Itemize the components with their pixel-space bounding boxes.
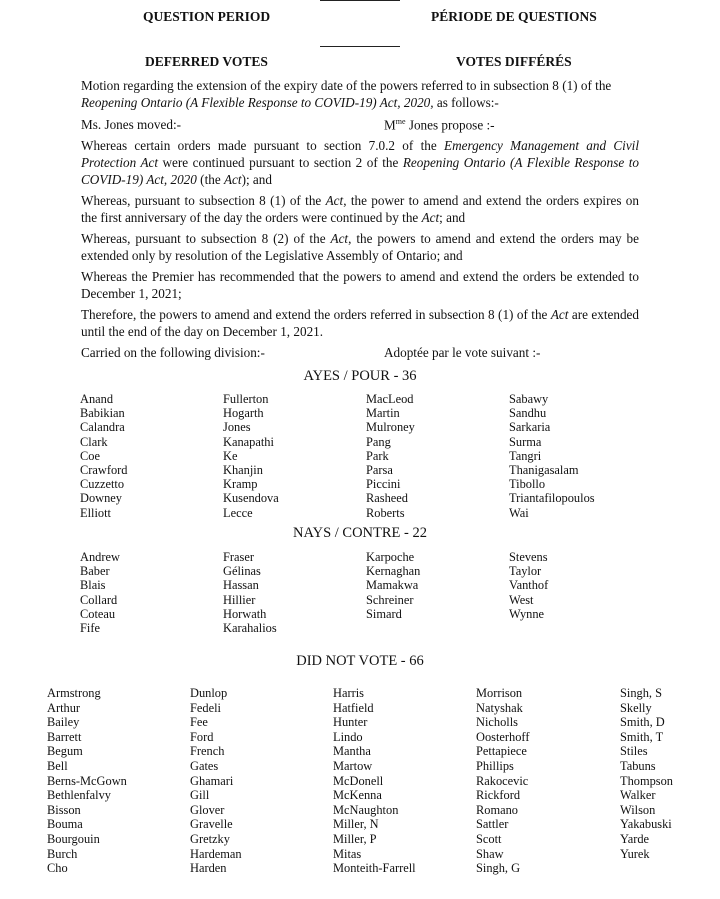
member-name: Bisson (47, 802, 81, 817)
member-name: Surma (509, 434, 542, 449)
member-name: Kusendova (223, 491, 279, 506)
member-name: Kernaghan (366, 564, 421, 579)
member-name: Hogarth (223, 406, 264, 421)
nays-column-4 (509, 550, 548, 621)
moved-by-fr (384, 117, 495, 133)
ayes-column-4 (509, 392, 595, 520)
member-name: Elliott (80, 505, 111, 520)
member-name: Stiles (620, 744, 648, 759)
member-name: Blais (80, 578, 106, 593)
p3-act: Act (330, 231, 349, 246)
member-name: Nicholls (476, 715, 518, 730)
member-name: Gélinas (223, 564, 261, 579)
member-name: Ghamari (190, 773, 234, 788)
member-name: Hardeman (190, 846, 242, 861)
p3-text: Whereas, pursuant to subsection 8 (2) of the (81, 231, 331, 246)
p2-text: Whereas, pursuant to subsection 8 (1) of the (81, 193, 326, 208)
p5-text: Therefore, the powers to amend and extend the orders referred in subsection 8 (1) of the (81, 307, 551, 322)
member-name: Mamakwa (366, 578, 419, 593)
carried-fr: Adoptée par le vote suivant :- (384, 345, 541, 360)
nays-column-2 (223, 550, 277, 635)
member-name: Bethlenfalvy (47, 788, 111, 803)
member-name: Baber (80, 564, 110, 579)
member-name: Stevens (509, 550, 548, 564)
motion-intro-suffix: as follows:- (433, 95, 499, 110)
section-divider (320, 46, 400, 47)
member-name: Coteau (80, 606, 116, 621)
member-name: Park (366, 448, 389, 463)
member-name: Sattler (476, 817, 509, 832)
member-name: Fullerton (223, 392, 269, 406)
member-name: Gill (190, 788, 210, 803)
p1-act-name: Emergency Management and Civil Protection Act (81, 138, 640, 170)
member-name: Rickford (476, 788, 521, 803)
member-name: Pang (366, 434, 391, 449)
member-name: Morrison (476, 686, 523, 700)
member-name: Andrew (80, 550, 120, 564)
member-name: Yarde (620, 831, 650, 846)
member-name: Singh, S (620, 686, 663, 700)
member-name: Skelly (620, 700, 652, 715)
member-name: Piccini (366, 477, 401, 492)
nays-title: NAYS / CONTRE - 22 (292, 525, 427, 541)
member-name: Thompson (620, 773, 674, 788)
member-name: Harris (333, 686, 364, 700)
member-name: Bouma (47, 817, 83, 832)
p5-act: Act (550, 307, 569, 322)
member-name: Rasheed (366, 491, 408, 506)
member-name: Hillier (223, 592, 256, 607)
member-name: Cho (47, 861, 68, 876)
member-name: Gates (190, 758, 219, 773)
member-name: Sandhu (509, 406, 547, 421)
motion-intro-text: Motion regarding the extension of the expiry date of the powers referred to in subsection 8 (1) of the (81, 78, 612, 93)
member-name: Monteith-Farrell (333, 861, 416, 876)
member-name: Khanjin (223, 463, 263, 478)
did-not-vote-column-5 (620, 686, 673, 861)
member-name: Wilson (620, 802, 656, 817)
member-name: Martow (333, 758, 373, 773)
act-title: Reopening Ontario (A Flexible Response to COVID-19) Act, 2020, (81, 95, 434, 110)
member-name: Downey (80, 491, 122, 506)
member-name: Kanapathi (223, 434, 274, 449)
did-not-vote-column-1 (47, 686, 127, 876)
heading-deferred-votes-fr: VOTES DIFFÉRÉS (456, 54, 572, 69)
ayes-column-2 (223, 392, 279, 520)
member-name: Miller, N (333, 817, 379, 832)
did-not-vote-title: DID NOT VOTE - 66 (296, 653, 424, 669)
whereas-paragraph-3 (81, 230, 639, 264)
p1-text: (the (196, 172, 224, 187)
member-name: Martin (366, 406, 400, 421)
p2-act: Act (421, 210, 440, 225)
whereas-paragraph-1 (81, 137, 639, 188)
top-divider (320, 0, 400, 1)
member-name: Lecce (223, 505, 253, 520)
p2-text: , the power to amend and extend the orders expires on the first anniversary of the day the orders were continued by the (81, 193, 639, 225)
member-name: Cuzzetto (80, 477, 125, 492)
heading-question-period-fr: PÉRIODE DE QUESTIONS (431, 9, 597, 24)
member-name: Arthur (47, 700, 81, 715)
p3-text: , the powers to amend and extend the orders may be extended only by resolution of the Legislative Assembly of Ontario; and (81, 231, 639, 263)
member-name: Triantafilopoulos (509, 491, 595, 506)
member-name: MacLeod (366, 392, 414, 406)
member-name: Dunlop (190, 686, 228, 700)
member-name: Harden (190, 861, 227, 876)
member-name: Tabuns (620, 758, 656, 773)
member-name: Bourgouin (47, 831, 100, 846)
member-name: Hatfield (333, 700, 374, 715)
member-name: Coe (80, 448, 100, 463)
motion-intro (81, 77, 639, 111)
whereas-paragraph-4: Whereas the Premier has recommended that the powers to amend and extend the orders be extended to December 1, 2021; (81, 269, 639, 301)
member-name: Gravelle (190, 817, 233, 832)
member-name: Tibollo (509, 477, 546, 492)
did-not-vote-column-2 (190, 686, 242, 876)
member-name: Horwath (223, 606, 267, 621)
member-name: Berns-McGown (47, 773, 127, 788)
member-name: Rakocevic (476, 773, 529, 788)
member-name: Karpoche (366, 550, 415, 564)
moved-fr-sup: me (395, 117, 406, 126)
member-name: Wai (509, 505, 529, 520)
member-name: Fife (80, 621, 100, 636)
member-name: Yakabuski (620, 817, 672, 832)
member-name: Fraser (223, 550, 254, 564)
member-name: Phillips (476, 758, 514, 773)
p5-text: are extended until the end of the day on December 1, 2021. (81, 307, 640, 339)
member-name: Glover (190, 802, 225, 817)
therefore-paragraph (81, 306, 639, 340)
did-not-vote-column-4 (476, 686, 529, 876)
member-name: Kramp (223, 477, 258, 492)
member-name: McKenna (333, 788, 382, 803)
member-name: Pettapiece (476, 744, 527, 759)
moved-fr-rest: Jones propose :- (405, 117, 495, 133)
moved-by-en: Ms. Jones moved:- (81, 117, 182, 132)
heading-deferred-votes-en: DEFERRED VOTES (145, 54, 268, 69)
member-name: Wynne (509, 606, 545, 621)
member-name: Fedeli (190, 700, 221, 715)
ayes-title: AYES / POUR - 36 (303, 368, 417, 384)
member-name: Hassan (223, 578, 259, 593)
p1-act-name: Reopening Ontario (A Flexible Response to COVID-19) Act, 2020 (81, 155, 639, 187)
member-name: Barrett (47, 729, 82, 744)
ayes-column-3 (366, 392, 415, 520)
member-name: Armstrong (47, 686, 101, 700)
member-name: Jones (223, 420, 251, 435)
member-name: Singh, G (476, 861, 521, 876)
member-name: Hunter (333, 715, 368, 730)
member-name: Yurek (620, 846, 650, 861)
member-name: Oosterhoff (476, 729, 530, 744)
member-name: Collard (80, 592, 118, 607)
member-name: Shaw (476, 846, 504, 861)
member-name: Sabawy (509, 392, 549, 406)
member-name: Ke (223, 448, 238, 463)
did-not-vote-column-3 (333, 686, 416, 876)
p1-text: ); and (241, 172, 272, 187)
member-name: Simard (366, 606, 402, 621)
member-name: McNaughton (333, 802, 399, 817)
member-name: Mulroney (366, 420, 415, 435)
member-name: Crawford (80, 463, 128, 478)
member-name: Roberts (366, 505, 405, 520)
member-name: Bailey (47, 715, 80, 730)
member-name: Sarkaria (509, 420, 551, 435)
member-name: Ford (190, 729, 214, 744)
member-name: Walker (620, 788, 656, 803)
member-name: Mitas (333, 846, 362, 861)
member-name: Mantha (333, 744, 371, 759)
member-name: Taylor (509, 564, 542, 579)
p2-act: Act (325, 193, 344, 208)
nays-column-1 (80, 550, 120, 635)
member-name: Romano (476, 802, 518, 817)
member-name: Babikian (80, 406, 125, 421)
nays-column-3 (366, 550, 420, 621)
member-name: Miller, P (333, 831, 377, 846)
member-name: Karahalios (223, 621, 277, 636)
whereas-paragraph-2 (81, 192, 639, 226)
member-name: Smith, D (620, 715, 665, 730)
member-name: Scott (476, 831, 502, 846)
member-name: Gretzky (190, 831, 230, 846)
heading-question-period-en: QUESTION PERIOD (143, 9, 271, 24)
member-name: French (190, 744, 225, 759)
member-name: Natyshak (476, 700, 523, 715)
member-name: Clark (80, 434, 108, 449)
member-name: McDonell (333, 773, 384, 788)
carried-en: Carried on the following division:- (81, 345, 265, 360)
moved-fr-prefix: M (384, 117, 396, 133)
member-name: Parsa (366, 463, 393, 478)
member-name: Calandra (80, 420, 125, 435)
member-name: Fee (190, 715, 208, 730)
p1-text: were continued pursuant to section 2 of the (158, 155, 403, 170)
member-name: Begum (47, 744, 83, 759)
member-name: Bell (47, 758, 68, 773)
member-name: Smith, T (620, 729, 664, 744)
member-name: Schreiner (366, 592, 414, 607)
member-name: Lindo (333, 729, 363, 744)
member-name: Tangri (509, 448, 542, 463)
member-name: West (509, 592, 534, 607)
member-name: Vanthof (509, 578, 549, 593)
member-name: Thanigasalam (509, 463, 579, 478)
member-name: Anand (80, 392, 114, 406)
member-name: Burch (47, 846, 78, 861)
p2-text: ; and (439, 210, 466, 225)
p1-text: Whereas certain orders made pursuant to section 7.0.2 of the (81, 138, 445, 153)
p1-act: Act (223, 172, 242, 187)
ayes-column-1 (80, 392, 127, 520)
